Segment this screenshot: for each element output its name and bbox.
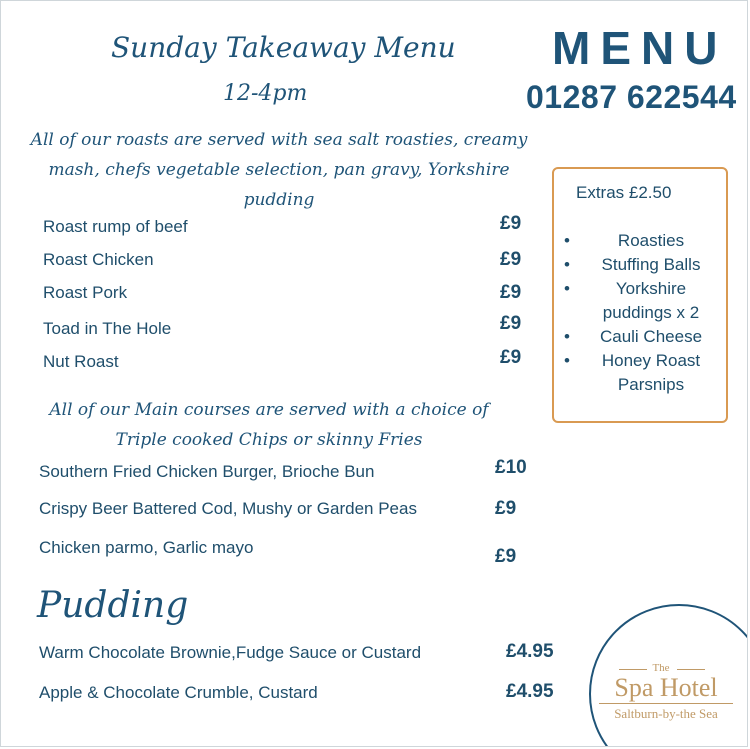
extras-item — [554, 229, 726, 253]
menu-item-name: Toad in The Hole — [43, 319, 172, 338]
extras-item — [554, 277, 726, 325]
menu-item-price: £9 — [500, 282, 522, 303]
bullet-icon: • — [564, 279, 570, 298]
menu-item-price: £9 — [495, 546, 517, 567]
menu-item-price: £9 — [500, 213, 522, 234]
menu-item-name: Apple & Chocolate Crumble, Custard — [39, 683, 318, 702]
extras-box — [552, 167, 728, 423]
menu-item-price: £9 — [495, 498, 517, 519]
menu-item-name: Crispy Beer Battered Cod, Mushy or Garden Peas — [39, 499, 417, 518]
extras-item-label: Roasties — [617, 231, 685, 250]
menu-item-price: £4.95 — [506, 681, 554, 702]
menu-item-name: Chicken parmo, Garlic mayo — [39, 538, 254, 557]
phone-number[interactable]: 01287 622544 — [526, 79, 737, 115]
logo-the-text: The — [652, 662, 670, 674]
extras-item — [554, 349, 726, 397]
extras-title: Extras £2.50 — [576, 183, 672, 202]
brand-heading: MENU — [552, 22, 728, 74]
pudding-heading: Pudding — [37, 585, 189, 626]
extras-item-label: Stuffing Balls — [601, 255, 701, 274]
menu-item-name: Roast Chicken — [43, 250, 154, 269]
logo-hotel-name: Spa Hotel — [614, 673, 718, 702]
menu-item-name: Southern Fried Chicken Burger, Brioche Bun — [39, 462, 375, 481]
logo-divider — [599, 703, 733, 704]
extras-item-label: Cauli Cheese — [599, 327, 703, 346]
menu-item-name: Nut Roast — [43, 352, 119, 371]
menu-item-price: £4.95 — [506, 641, 554, 662]
serving-hours: 12-4pm — [223, 81, 308, 106]
menu-item-name: Roast Pork — [43, 283, 128, 302]
logo-location: Saltburn-by-the Sea — [614, 706, 718, 721]
bullet-icon: • — [564, 255, 570, 274]
spa-hotel-logo — [589, 604, 748, 747]
menu-title: Sunday Takeaway Menu — [111, 31, 456, 64]
menu-item-price: £9 — [500, 347, 522, 368]
extras-item-label: Yorkshire puddings x 2 — [602, 279, 700, 322]
bullet-icon: • — [564, 351, 570, 370]
menu-item-name: Roast rump of beef — [43, 217, 188, 236]
extras-item — [554, 325, 726, 349]
mains-note: All of our Main courses are served with a choice of Triple cooked Chips or skinny Fries — [49, 400, 489, 450]
menu-item-price: £10 — [495, 457, 527, 478]
bullet-icon: • — [564, 231, 570, 250]
extras-item-label: Honey Roast Parsnips — [601, 351, 701, 394]
extras-list — [554, 229, 726, 397]
menu-item-price: £9 — [500, 313, 522, 334]
extras-item — [554, 253, 726, 277]
menu-item-price: £9 — [500, 249, 522, 270]
menu-item-name: Warm Chocolate Brownie,Fudge Sauce or Custard — [39, 643, 422, 662]
roasts-note: All of our roasts are served with sea salt roasties, creamy mash, chefs vegetable selection, pan gravy, Yorkshire pudding — [30, 130, 528, 210]
bullet-icon: • — [564, 327, 570, 346]
